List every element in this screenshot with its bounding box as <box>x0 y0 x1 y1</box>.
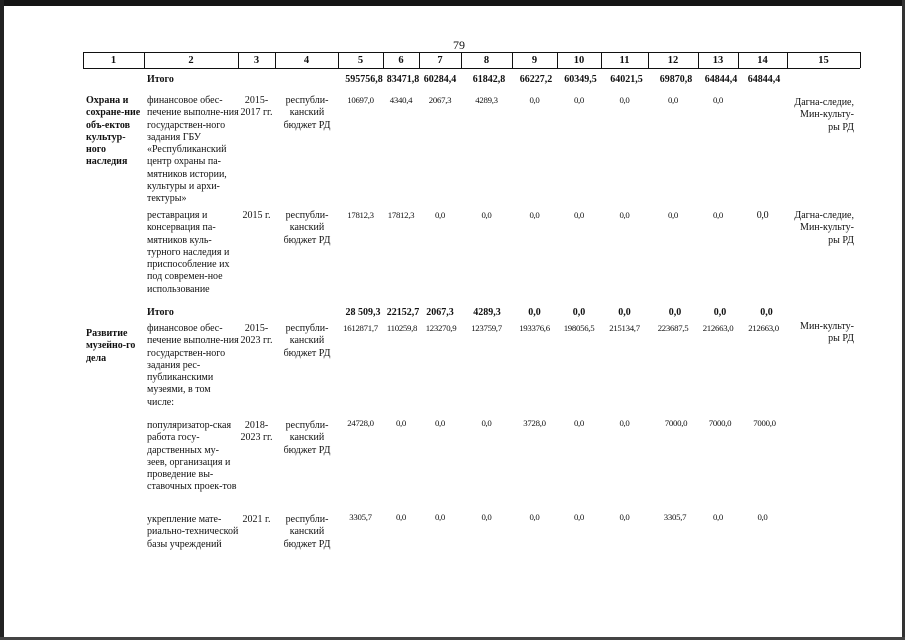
row-period: 2015-2023 гг. <box>240 323 273 347</box>
row-value: 17812,3 <box>387 210 415 220</box>
row-value: 0,0 <box>573 95 585 105</box>
row-value: 0,0 <box>529 512 540 522</box>
row-value: 0,0 <box>434 210 446 220</box>
row-value: 212663,0 <box>702 323 734 333</box>
row-value: 17812,3 <box>347 210 374 220</box>
header-col-2: 2 <box>188 55 194 66</box>
row-source: республи-канский бюджет РД <box>283 210 331 246</box>
total-value: 0,0 <box>572 307 586 318</box>
row-description: финансовое обес-печение выполне-ния государствен-ного задания ГБУ «Республиканский центр охраны па-мятников истории, культуры и архи-тектуры» <box>147 95 239 205</box>
row-value: 193376,6 <box>519 323 550 333</box>
total-value: 64844,4 <box>747 74 781 85</box>
scan-edge-left <box>0 0 4 640</box>
header-col-10: 10 <box>573 55 585 66</box>
row-value: 0,0 <box>756 210 769 221</box>
row-value: 110259,8 <box>386 323 418 333</box>
row-value: 0,0 <box>529 95 540 105</box>
header-col-4: 4 <box>303 55 310 66</box>
header-col-15: 15 <box>818 55 829 66</box>
row-period: 2021 г. <box>242 514 271 525</box>
row-description: укрепление мате-риально-технической базы учреждений <box>147 514 239 550</box>
row-executor: Мин-культу-ры РД <box>800 321 854 345</box>
row-value: 3305,7 <box>663 512 687 522</box>
row-value: 0,0 <box>757 512 768 522</box>
header-col-13: 13 <box>712 55 724 66</box>
row-value: 0,0 <box>573 512 585 522</box>
total-value: 61842,8 <box>472 74 506 85</box>
header-col-5: 5 <box>357 55 364 66</box>
total-value: 4289,3 <box>473 307 501 318</box>
header-border <box>860 52 861 68</box>
row-value: 4289,3 <box>475 95 498 105</box>
total-value: 60349,5 <box>564 74 597 85</box>
row-description: популяризатор-ская работа госу-дарственных му-зеев, организация и проведение вы-ставочных проек-тов <box>147 420 237 493</box>
row-value: 7000,0 <box>753 418 776 428</box>
row-value: 212663,0 <box>748 323 779 333</box>
header-col-3: 3 <box>253 55 260 66</box>
total-value: 69870,8 <box>659 74 693 85</box>
total-value: 64021,5 <box>610 74 643 85</box>
total-value: 0,0 <box>713 307 727 318</box>
row-value: 215134,7 <box>609 323 640 333</box>
total-value: 66227,2 <box>519 74 553 85</box>
total-value: 0,0 <box>760 307 773 318</box>
row-value: 0,0 <box>481 512 492 522</box>
total-value: 0,0 <box>528 307 541 318</box>
row-value: 0,0 <box>395 512 407 522</box>
row-source: республи-канский бюджет РД <box>283 323 331 359</box>
row-value: 3305,7 <box>349 512 372 522</box>
row-source: республи-канский бюджет РД <box>283 95 331 131</box>
row-value: 24728,0 <box>347 418 374 428</box>
row-period: 2015 г. <box>242 210 271 221</box>
header-top-rule <box>83 52 860 53</box>
row-value: 3728,0 <box>523 418 546 428</box>
row-value: 0,0 <box>573 210 585 220</box>
row-value: 198056,5 <box>563 323 595 333</box>
total-value: 83471,8 <box>386 74 420 85</box>
row-value: 0,0 <box>395 418 407 428</box>
header-col-9: 9 <box>531 55 538 66</box>
row-value: 223687,5 <box>657 323 689 333</box>
row-value: 0,0 <box>481 210 492 220</box>
total-value: 595756,8 <box>345 74 383 85</box>
row-executor: Дагна-следие, Мин-культу-ры РД <box>794 97 854 133</box>
row-value: 10697,0 <box>347 95 374 105</box>
header-col-11: 11 <box>619 55 630 66</box>
row-value: 123759,7 <box>471 323 502 333</box>
row-value: 0,0 <box>712 512 724 522</box>
total-value: 28 509,3 <box>345 307 381 318</box>
scan-edge-top <box>0 0 905 6</box>
row-value: 0,0 <box>434 512 446 522</box>
row-period: 2015-2017 гг. <box>240 95 273 119</box>
header-col-8: 8 <box>483 55 490 66</box>
total-value: 0,0 <box>668 307 682 318</box>
row-value: 0,0 <box>434 418 446 428</box>
row-value: 0,0 <box>619 418 630 428</box>
row-executor: Дагна-следие, Мин-культу-ры РД <box>794 210 854 246</box>
row-value: 0,0 <box>481 418 492 428</box>
header-col-7: 7 <box>437 55 443 66</box>
row-value: 0,0 <box>712 95 724 105</box>
row-description: реставрация и консервация па-мятников куль-турного наследия и приспособление их под современ-ное использование <box>147 210 230 295</box>
row-value: 0,0 <box>619 512 630 522</box>
total-value: 0,0 <box>618 307 631 318</box>
row-value: 0,0 <box>619 95 630 105</box>
row-value: 0,0 <box>667 95 679 105</box>
row-value: 1612871,7 <box>343 323 378 333</box>
row-source: республи-канский бюджет РД <box>283 514 331 550</box>
row-value: 0,0 <box>573 418 585 428</box>
header-col-1: 1 <box>110 55 117 66</box>
row-value: 7000,0 <box>708 418 732 428</box>
total-value: 64844,4 <box>704 74 738 85</box>
row-value: 4340,4 <box>389 95 413 105</box>
total-label: Итого <box>147 74 174 85</box>
section-title: Охрана и сохране-ние объ-ектов культур-ного наследия <box>86 95 141 168</box>
total-value: 22152,7 <box>386 307 420 318</box>
page-number: 79 <box>453 38 465 52</box>
header-col-6: 6 <box>398 55 404 66</box>
row-value: 0,0 <box>619 210 630 220</box>
row-description: финансовое обес-печение выполне-ния государствен-ного задания рес-публиканскими музеями, в том числе: <box>147 323 239 408</box>
row-value: 2067,3 <box>428 95 452 105</box>
row-value: 7000,0 <box>664 418 688 428</box>
total-value: 2067,3 <box>426 307 454 318</box>
row-value: 0,0 <box>667 210 679 220</box>
row-value: 0,0 <box>712 210 724 220</box>
total-value: 60284,4 <box>423 74 457 85</box>
row-source: республи-канский бюджет РД <box>283 420 331 456</box>
total-label: Итого <box>147 307 174 318</box>
row-value: 123270,9 <box>425 323 457 333</box>
header-bottom-rule <box>83 68 860 69</box>
header-col-14: 14 <box>757 55 768 66</box>
row-value: 0,0 <box>529 210 540 220</box>
header-col-12: 12 <box>667 55 679 66</box>
section-title: Развитие музейно-го дела <box>86 328 136 364</box>
row-period: 2018-2023 гг. <box>240 420 273 444</box>
